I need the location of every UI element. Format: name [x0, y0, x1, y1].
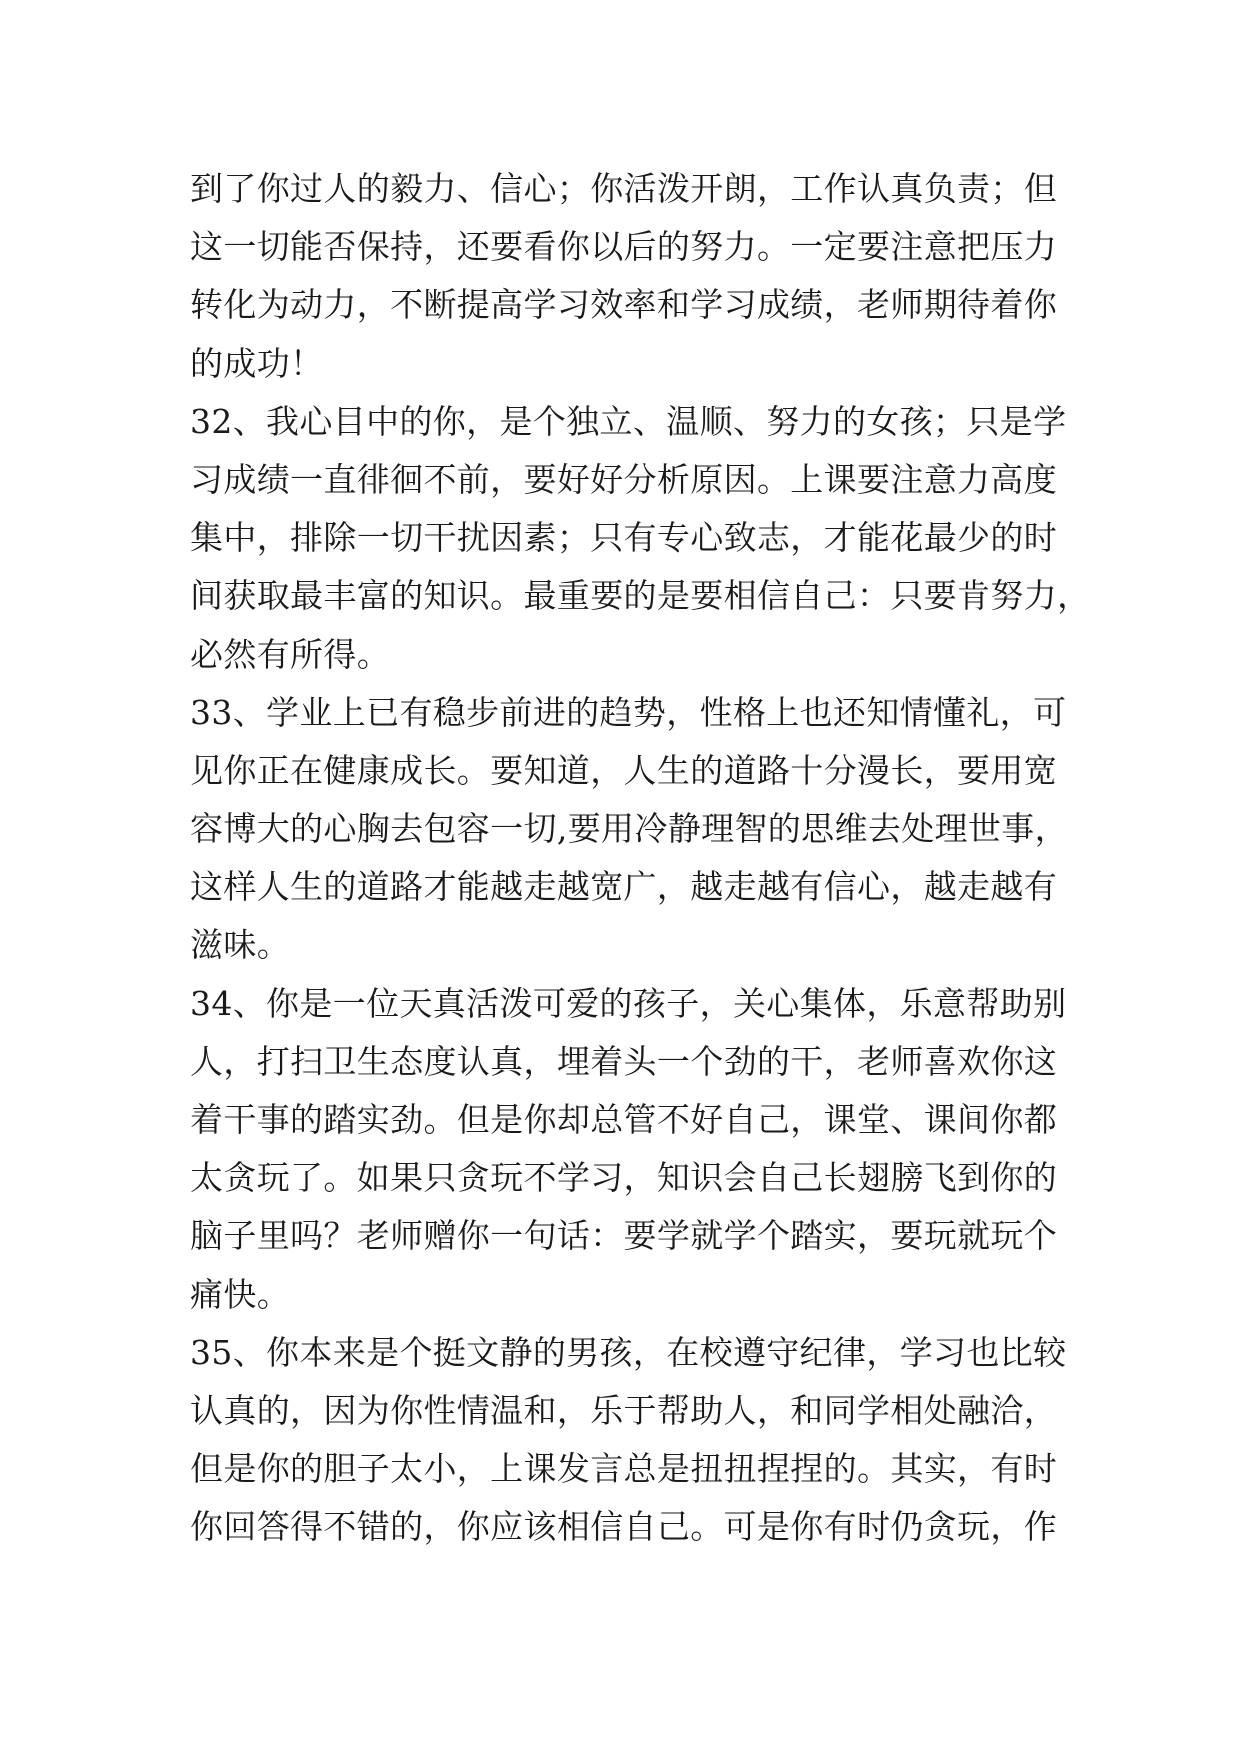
text-line: 着干事的踏实劲。但是你却总管不好自己，课堂、课间你都 — [190, 1100, 1058, 1139]
text-line: 必然有所得。 — [190, 634, 391, 674]
text-line: 集中，排除一切干扰因素；只有专心致志，才能花最少的时 — [190, 518, 1058, 558]
text-line: 到了你过人的毅力、信心；你活泼开朗，工作认真负责；但 — [190, 169, 1058, 208]
text-line: 这一切能否保持，还要看你以后的努力。一定要注意把压力 — [190, 227, 1058, 267]
text-line: 太贪玩了。如果只贪玩不学习，知识会自己长翅膀飞到你的 — [190, 1158, 1058, 1198]
text-line: 间获取最丰富的知识。最重要的是要相信自己：只要肯努力， — [190, 576, 1091, 616]
text-line: 32、我心目中的你，是个独立、温顺、努力的女孩；只是学 — [190, 401, 1067, 441]
text-line: 脑子里吗？老师赠你一句话：要学就学个踏实，要玩就玩个 — [190, 1216, 1058, 1256]
text-line: 习成绩一直徘徊不前，要好好分析原因。上课要注意力高度 — [190, 459, 1058, 499]
text-line: 34、你是一位天真活泼可爱的孩子，关心集体，乐意帮助别 — [190, 983, 1067, 1023]
text-line: 容博大的心胸去包容一切,要用冷静理智的思维去处理世事， — [190, 809, 1068, 849]
text-line: 你回答得不错的，你应该相信自己。可是你有时仍贪玩，作 — [190, 1507, 1058, 1547]
text-line: 33、学业上已有稳步前进的趋势，性格上也还知情懂礼，可 — [190, 692, 1067, 732]
text-line: 滋味。 — [190, 925, 291, 965]
text-line: 见你正在健康成长。要知道，人生的道路十分漫长，要用宽 — [190, 750, 1058, 790]
text-line: 这样人生的道路才能越走越宽广，越走越有信心，越走越有 — [190, 867, 1058, 907]
text-line: 的成功！ — [190, 343, 324, 383]
text-line: 转化为动力，不断提高学习效率和学习成绩，老师期待着你 — [190, 285, 1058, 325]
text-line: 认真的，因为你性情温和，乐于帮助人，和同学相处融洽， — [190, 1390, 1058, 1430]
text-line: 35、你本来是个挺文静的男孩，在校遵守纪律，学习也比较 — [190, 1332, 1067, 1372]
text-line: 痛快。 — [190, 1274, 291, 1314]
document-body — [190, 160, 1091, 1557]
text-line: 但是你的胆子太小，上课发言总是扭扭捏捏的。其实，有时 — [190, 1449, 1058, 1489]
text-line: 人，打扫卫生态度认真，埋着头一个劲的干，老师喜欢你这 — [190, 1041, 1058, 1081]
